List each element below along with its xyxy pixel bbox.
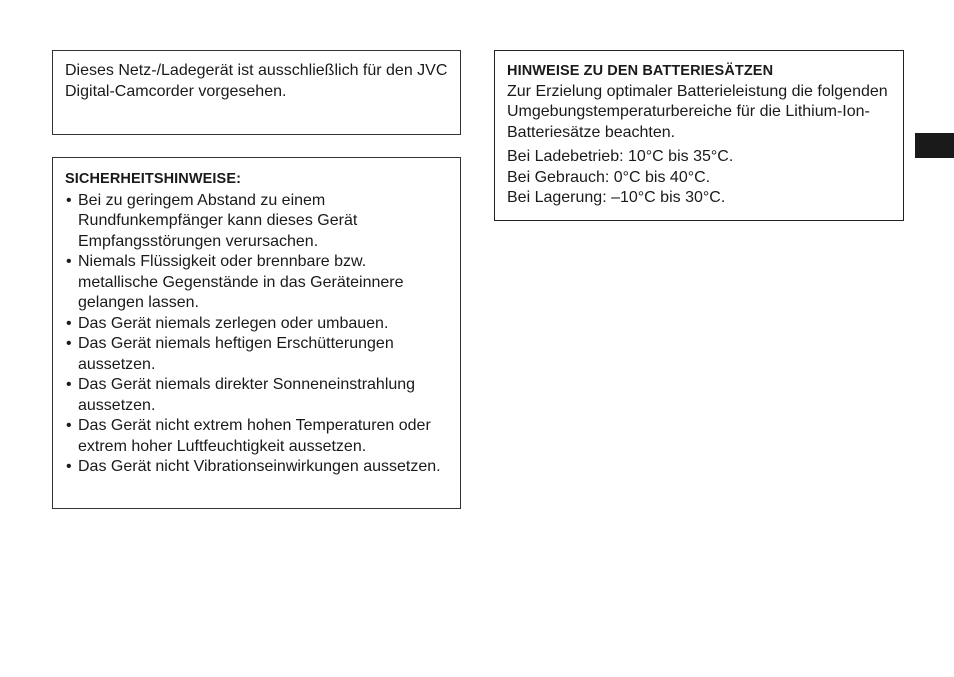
battery-heading: HINWEISE ZU DEN BATTERIESÄTZEN xyxy=(507,63,774,79)
safety-item xyxy=(65,191,448,253)
safety-item-text: Das Gerät nicht extrem hohen Temperaturen oder extrem hoher Luftfeuchtigkeit aussetzen. xyxy=(78,417,431,455)
safety-item xyxy=(65,416,448,457)
bullet-icon: • xyxy=(66,417,72,434)
safety-item-text: Das Gerät niemals heftigen Erschütterungen aussetzen. xyxy=(78,335,394,373)
bullet-icon: • xyxy=(66,314,72,332)
safety-heading: SICHERHEITSHINWEISE: xyxy=(65,171,242,187)
bullet-icon: • xyxy=(66,191,72,209)
section-edge-tab xyxy=(915,133,954,158)
safety-item-text: Das Gerät niemals zerlegen oder umbauen. xyxy=(78,314,389,332)
safety-list xyxy=(65,191,448,478)
temperature-operation: Bei Gebrauch: 0°C bis 40°C. xyxy=(507,168,711,186)
safety-item xyxy=(65,375,448,416)
safety-instructions-box xyxy=(52,157,461,509)
bullet-icon: • xyxy=(66,335,72,352)
safety-item xyxy=(65,457,448,478)
battery-text: Zur Erzielung optimaler Batterieleistung die folgenden Umgebungstemperaturbereiche für die Lithium-Ion-Batteriesätze beachten. xyxy=(507,82,888,141)
intro-note-box xyxy=(52,50,461,135)
temperature-list xyxy=(507,147,891,209)
bullet-icon: • xyxy=(66,458,72,475)
safety-item xyxy=(65,314,448,335)
safety-item-text: Niemals Flüssigkeit oder brennbare bzw. metallische Gegenstände in das Geräteinnere gelangen lassen. xyxy=(78,253,404,311)
temperature-charging: Bei Ladebetrieb: 10°C bis 35°C. xyxy=(507,148,734,165)
temperature-storage: Bei Lagerung: –10°C bis 30°C. xyxy=(507,189,726,206)
safety-item xyxy=(65,252,448,314)
safety-item-text: Das Gerät niemals direkter Sonneneinstrahlung aussetzen. xyxy=(78,376,416,414)
safety-item-text: Bei zu geringem Abstand zu einem Rundfunkempfänger kann dieses Gerät Empfangsstörungen verursachen. xyxy=(78,191,358,250)
bullet-icon: • xyxy=(66,376,72,393)
safety-item-text: Das Gerät nicht Vibrationseinwirkungen aussetzen. xyxy=(78,458,441,475)
battery-notes-box xyxy=(494,50,904,221)
intro-text: Dieses Netz-/Ladegerät ist ausschließlich für den JVC Digital-Camcorder vorgesehen. xyxy=(65,62,448,100)
bullet-icon: • xyxy=(66,253,72,270)
safety-item xyxy=(65,334,448,375)
